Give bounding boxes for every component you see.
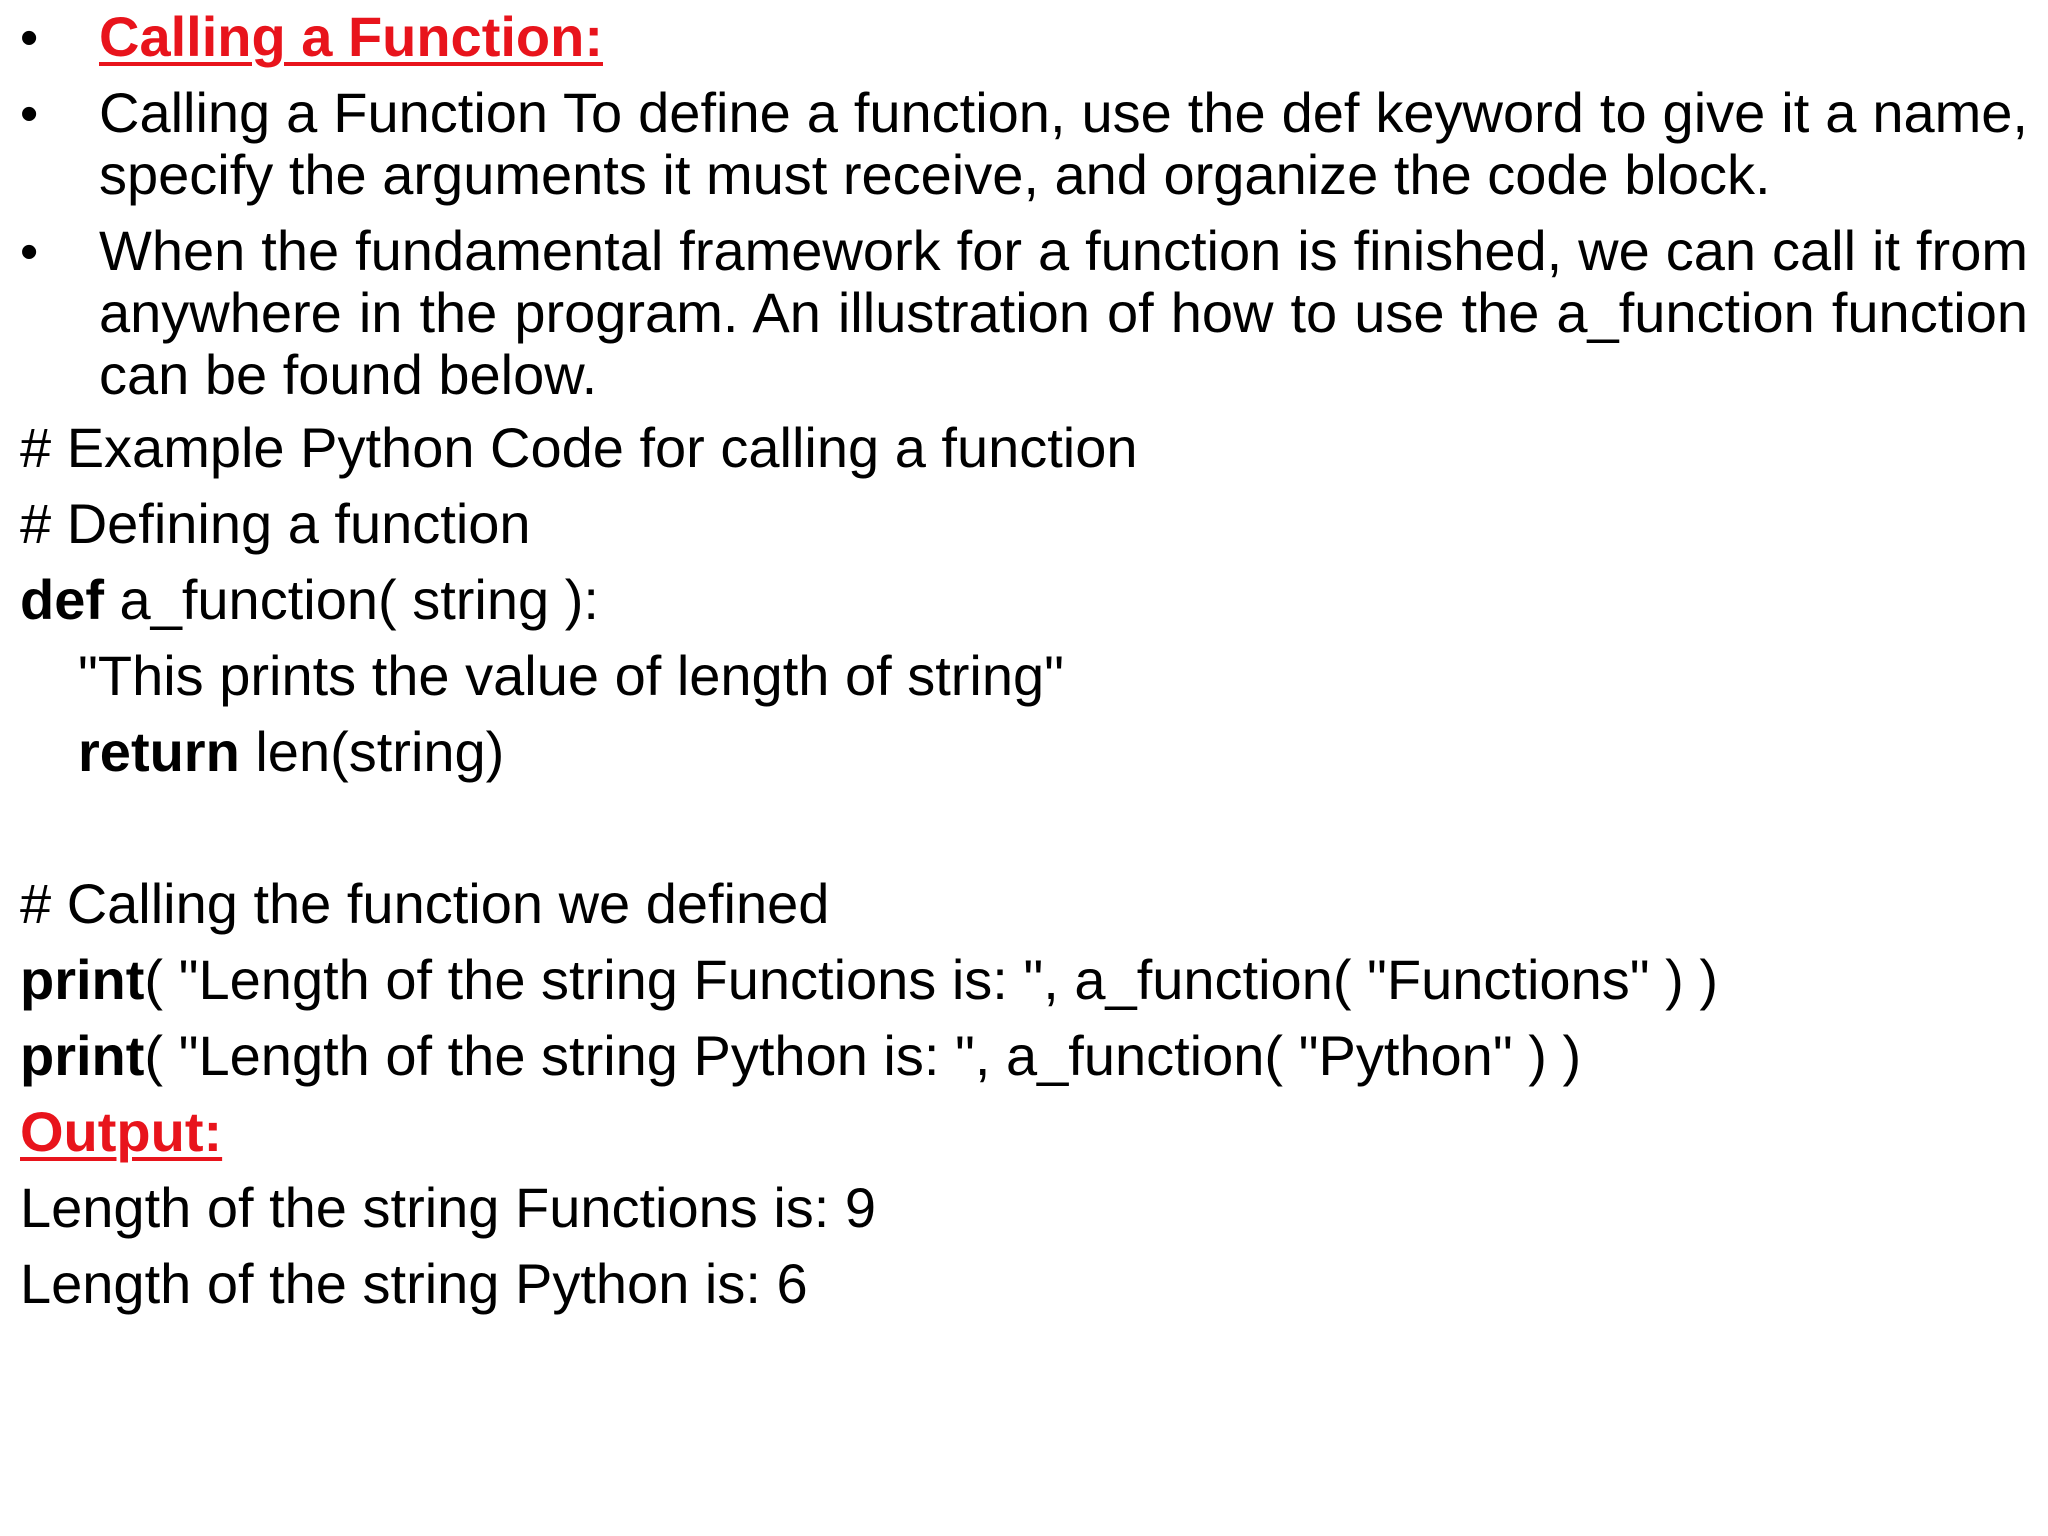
code-def-line — [20, 562, 2020, 638]
code-blank-line — [20, 790, 2020, 866]
bullet-text-call: When the fundamental framework for a function is finished, we can call it from anywhere in the program. An illustration of how to use the a_function function can be found below. — [99, 219, 2028, 406]
bullet-icon: • — [20, 85, 39, 143]
bullet-item-call — [20, 220, 2028, 406]
code-docstring: "This prints the value of length of string" — [78, 644, 1065, 707]
output-heading-line — [20, 1094, 2020, 1170]
output-heading: Output: — [20, 1100, 223, 1163]
code-comment-example: # Example Python Code for calling a function — [20, 416, 1138, 479]
code-return-line — [20, 714, 2020, 790]
bullet-text-define: Calling a Function To define a function, use the def keyword to give it a name, specify the arguments it must receive, and organize the code block. — [99, 81, 2028, 206]
code-comment-calling: # Calling the function we defined — [20, 872, 830, 935]
def-keyword: def — [20, 568, 104, 631]
section-heading: Calling a Function: — [99, 5, 603, 68]
bullet-item-heading — [20, 6, 2028, 68]
code-comment-defining: # Defining a function — [20, 492, 531, 555]
print-args-2: ( "Length of the string Python is: ", a_function( "Python" ) ) — [144, 1024, 1582, 1087]
output-line-2: Length of the string Python is: 6 — [20, 1252, 808, 1315]
output-line-1: Length of the string Functions is: 9 — [20, 1176, 877, 1239]
return-keyword: return — [78, 720, 240, 783]
return-expression: len(string) — [239, 720, 505, 783]
code-example — [20, 410, 2020, 1322]
bullet-item-define — [20, 82, 2028, 206]
code-print-line-1 — [20, 942, 2020, 1018]
bullet-list — [20, 6, 2028, 420]
def-signature: a_function( string ): — [104, 568, 599, 631]
print-keyword: print — [20, 1024, 145, 1087]
print-keyword: print — [20, 948, 145, 1011]
bullet-icon: • — [20, 9, 39, 67]
print-args-1: ( "Length of the string Functions is: ", a_function( "Functions" ) ) — [144, 948, 1718, 1011]
code-print-line-2 — [20, 1018, 2020, 1094]
bullet-icon: • — [20, 223, 39, 281]
